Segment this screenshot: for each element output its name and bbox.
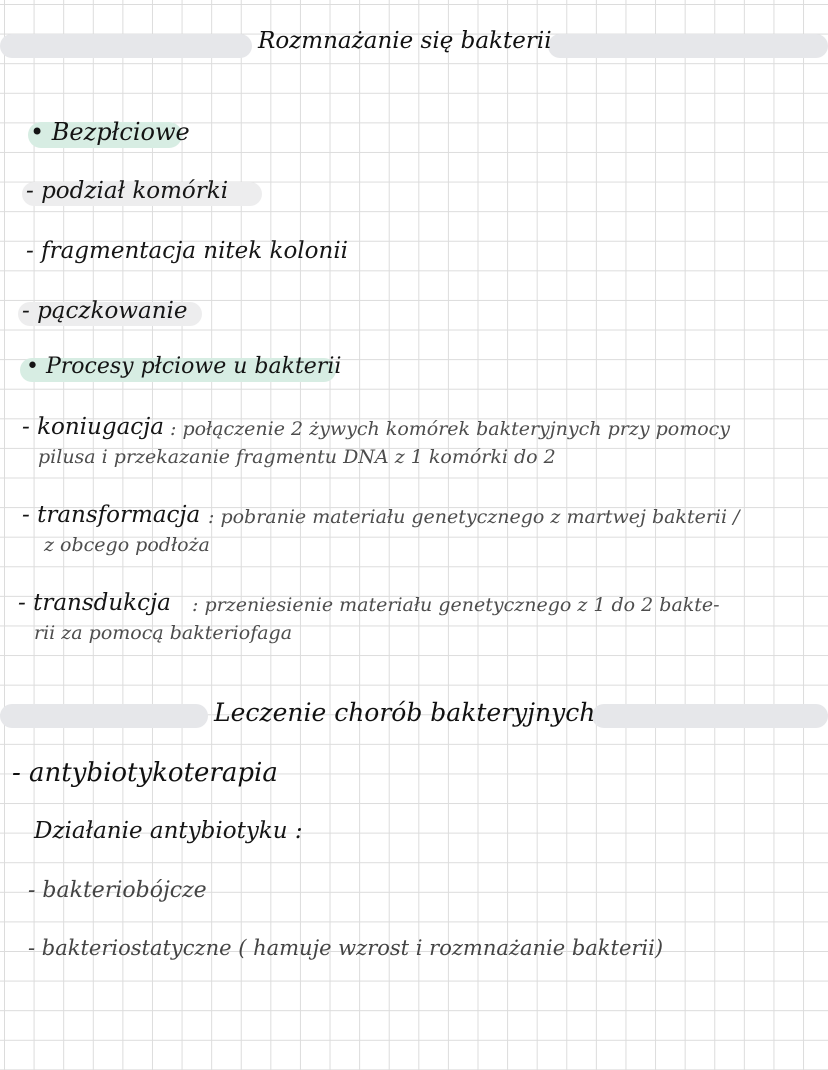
asexual-item-1: - podział komórki: [26, 178, 229, 204]
title-band-2-right: [592, 704, 828, 728]
asexual-item-2: - fragmentacja nitek kolonii: [26, 238, 349, 264]
process-term-2: - transformacja: [22, 502, 201, 528]
action-label: Działanie antybiotyku :: [34, 818, 303, 844]
asexual-item-3: - pączkowanie: [22, 298, 188, 324]
process-desc-1b: pilusa i przekazanie fragmentu DNA z 1 komórki do 2: [38, 446, 556, 468]
action-item-2: - bakteriostatyczne ( hamuje wzrost i rozmnażanie bakterii): [28, 936, 664, 960]
process-term-1: - koniugacja: [22, 414, 165, 440]
process-desc-1a: : połączenie 2 żywych komórek bakteryjnych przy pomocy: [170, 418, 731, 440]
process-desc-3b: rii za pomocą bakteriofaga: [34, 622, 293, 644]
therapy-item: - antybiotykoterapia: [12, 758, 278, 788]
title-band-2-left: [0, 704, 208, 728]
section-title-reproduction: Rozmnażanie się bakterii: [258, 28, 552, 54]
process-desc-2a: : pobranie materiału genetycznego z martwej bakterii /: [208, 506, 740, 528]
title-band-right: [548, 34, 828, 58]
process-desc-3a: : przeniesienie materiału genetycznego z 1 do 2 bakte-: [192, 594, 720, 616]
title-band-left: [0, 34, 252, 58]
heading-sexual: • Procesy płciowe u bakterii: [26, 354, 342, 379]
process-desc-2b: z obcego podłoża: [44, 534, 210, 556]
section-title-treatment: Leczenie chorób bakteryjnych: [214, 698, 596, 727]
heading-asexual: • Bezpłciowe: [30, 118, 190, 146]
process-term-3: - transdukcja: [18, 590, 171, 616]
action-item-1: - bakteriobójcze: [28, 878, 207, 903]
